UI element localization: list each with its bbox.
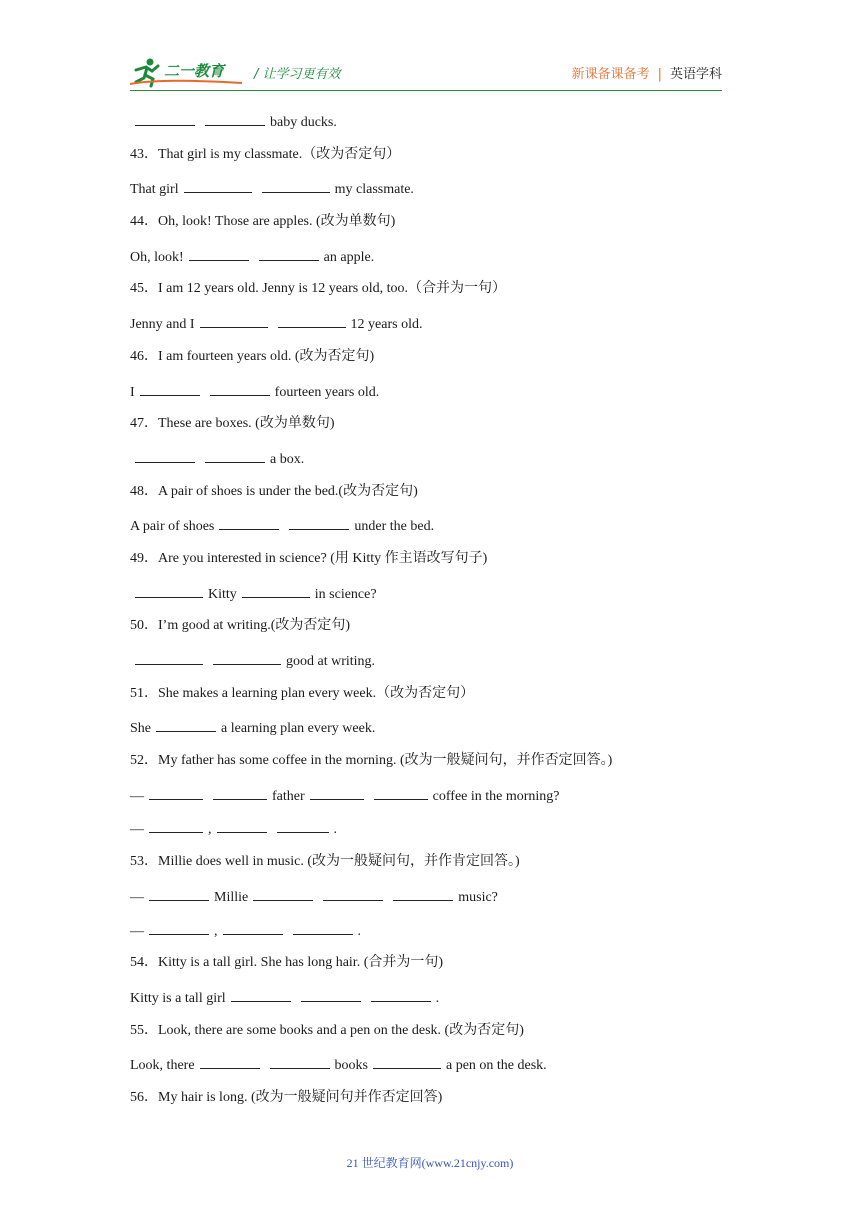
exercise-line	[130, 549, 730, 583]
exercise-line	[130, 684, 730, 718]
answer-blank[interactable]	[140, 381, 200, 396]
line-text: 53．Millie does well in music. (改为一般疑问句，并作肯定回答。)	[130, 854, 520, 870]
answer-blank[interactable]	[223, 920, 283, 935]
logo-text: 二一教育	[164, 62, 225, 80]
answer-blank[interactable]	[149, 920, 209, 935]
line-text: 48．A pair of shoes is under the bed.(改为否定句)	[130, 483, 418, 499]
line-text: A pair of shoes	[130, 519, 215, 535]
answer-blank[interactable]	[210, 381, 270, 396]
line-text: 52．My father has some coffee in the morning. (改为一般疑问句，并作否定回答。)	[130, 753, 613, 769]
answer-blank[interactable]	[149, 785, 203, 800]
exercise-line	[130, 785, 730, 819]
line-text: —	[130, 889, 144, 905]
line-text: an apple.	[323, 249, 375, 265]
answer-blank[interactable]	[231, 987, 291, 1002]
answer-blank[interactable]	[323, 886, 383, 901]
exercise-line	[130, 583, 730, 617]
exercise-line	[130, 145, 730, 179]
line-text: 50．I’m good at writing.(改为否定句)	[130, 618, 351, 634]
answer-blank[interactable]	[135, 583, 203, 598]
exercise-line	[130, 717, 730, 751]
answer-blank[interactable]	[135, 448, 195, 463]
answer-blank[interactable]	[259, 246, 319, 261]
slogan: / 让学习更有效	[254, 67, 341, 82]
answer-blank[interactable]	[310, 785, 364, 800]
header-divider	[130, 90, 722, 91]
line-text: 44．Oh, look! Those are apples. (改为单数句)	[130, 214, 396, 230]
line-text: .	[333, 822, 337, 838]
exercise-line	[130, 381, 730, 415]
exercise-line	[130, 212, 730, 246]
header-separator: |	[657, 67, 662, 82]
line-text: in science?	[314, 586, 377, 602]
exercise-line	[130, 246, 730, 280]
answer-blank[interactable]	[393, 886, 453, 901]
answer-blank[interactable]	[184, 178, 252, 193]
line-text: She	[130, 721, 151, 737]
answer-blank[interactable]	[277, 818, 329, 833]
answer-blank[interactable]	[205, 111, 265, 126]
exercise-line	[130, 1021, 730, 1055]
answer-blank[interactable]	[213, 785, 267, 800]
line-text: music?	[458, 889, 498, 905]
line-text: baby ducks.	[270, 115, 337, 130]
line-text: a learning plan every week.	[221, 721, 376, 737]
answer-blank[interactable]	[219, 515, 279, 530]
answer-blank[interactable]	[253, 886, 313, 901]
exercise-line	[130, 448, 730, 482]
exercise-line	[130, 347, 730, 381]
answer-blank[interactable]	[270, 1054, 330, 1069]
line-text: 55．Look, there are some books and a pen on the desk. (改为否定句)	[130, 1022, 524, 1038]
exercise-line	[130, 279, 730, 313]
answer-blank[interactable]	[189, 246, 249, 261]
answer-blank[interactable]	[213, 650, 281, 665]
line-text: fourteen years old.	[274, 384, 380, 400]
line-text: .	[435, 990, 440, 1006]
line-text: —	[130, 923, 144, 939]
line-text: Jenny and I	[130, 317, 195, 333]
exercise-line	[130, 515, 730, 549]
answer-blank[interactable]	[301, 987, 361, 1002]
line-text: Millie	[214, 889, 249, 905]
line-text: 54．Kitty is a tall girl. She has long hair. (合并为一句)	[130, 955, 444, 971]
exercise-line	[130, 751, 730, 785]
page-footer: 21 世纪教育网(www.21cnjy.com)	[346, 1156, 514, 1170]
line-text: 56．My hair is long. (改为一般疑问句并作否定回答)	[130, 1089, 443, 1105]
answer-blank[interactable]	[242, 583, 310, 598]
line-text: my classmate.	[334, 182, 414, 198]
answer-blank[interactable]	[289, 515, 349, 530]
answer-blank[interactable]	[374, 785, 428, 800]
line-text: 47．These are boxes. (改为单数句)	[130, 416, 335, 432]
line-text: a pen on the desk.	[445, 1058, 547, 1074]
line-text: ,	[214, 923, 218, 939]
line-text: Kitty is a tall girl	[130, 990, 226, 1006]
answer-blank[interactable]	[149, 886, 209, 901]
answer-blank[interactable]	[278, 313, 346, 328]
answer-blank[interactable]	[135, 650, 203, 665]
exercise-line	[130, 178, 730, 212]
line-text: Oh, look!	[130, 249, 184, 265]
exercise-line	[130, 1054, 730, 1088]
line-text: That girl	[130, 182, 179, 198]
exercise-line	[130, 953, 730, 987]
exercise-line	[130, 111, 730, 145]
line-text: 46．I am fourteen years old. (改为否定句)	[130, 348, 375, 364]
answer-blank[interactable]	[200, 1054, 260, 1069]
line-text: books	[334, 1058, 368, 1074]
answer-blank[interactable]	[149, 818, 203, 833]
exercise-line	[130, 482, 730, 516]
page-header	[130, 52, 730, 92]
answer-blank[interactable]	[200, 313, 268, 328]
line-text: coffee in the morning?	[432, 788, 560, 804]
answer-blank[interactable]	[217, 818, 267, 833]
exercise-line	[130, 987, 730, 1021]
line-text: 51．She makes a learning plan every week.（改为否定句）	[130, 685, 475, 701]
header-subject	[572, 63, 722, 82]
exercise-line	[130, 886, 730, 920]
line-text: 43．That girl is my classmate.（改为否定句）	[130, 146, 401, 162]
exercise-line	[130, 414, 730, 448]
exercise-line	[130, 1088, 730, 1122]
line-text: ,	[208, 822, 212, 838]
exercise-list	[130, 111, 730, 1122]
line-text: 49．Are you interested in science? (用 Kitty 作主语改写句子)	[130, 550, 488, 566]
exercise-line	[130, 920, 730, 954]
line-text: Kitty	[208, 586, 237, 602]
answer-blank[interactable]	[205, 448, 265, 463]
line-text: I	[130, 384, 135, 400]
header-tagline: 新课备课备考	[571, 67, 650, 82]
answer-blank[interactable]	[371, 987, 431, 1002]
answer-blank[interactable]	[373, 1054, 441, 1069]
line-text: under the bed.	[354, 519, 435, 535]
line-text: good at writing.	[286, 654, 376, 669]
line-text: —	[130, 822, 144, 838]
line-text: Look, there	[130, 1058, 195, 1074]
answer-blank[interactable]	[156, 717, 216, 732]
answer-blank[interactable]	[135, 111, 195, 126]
line-text: father	[272, 788, 305, 804]
line-text: a box.	[270, 451, 305, 467]
line-text: —	[130, 788, 144, 804]
answer-blank[interactable]	[293, 920, 353, 935]
header-subject-label: 英语学科	[669, 67, 722, 82]
exercise-line	[130, 616, 730, 650]
exercise-line	[130, 852, 730, 886]
exercise-line	[130, 650, 730, 684]
line-text: .	[357, 923, 361, 939]
exercise-line	[130, 313, 730, 347]
line-text: 45．I am 12 years old. Jenny is 12 years old, too.（合并为一句）	[130, 281, 507, 297]
answer-blank[interactable]	[262, 178, 330, 193]
line-text: 12 years old.	[350, 317, 423, 333]
exercise-line	[130, 818, 730, 852]
